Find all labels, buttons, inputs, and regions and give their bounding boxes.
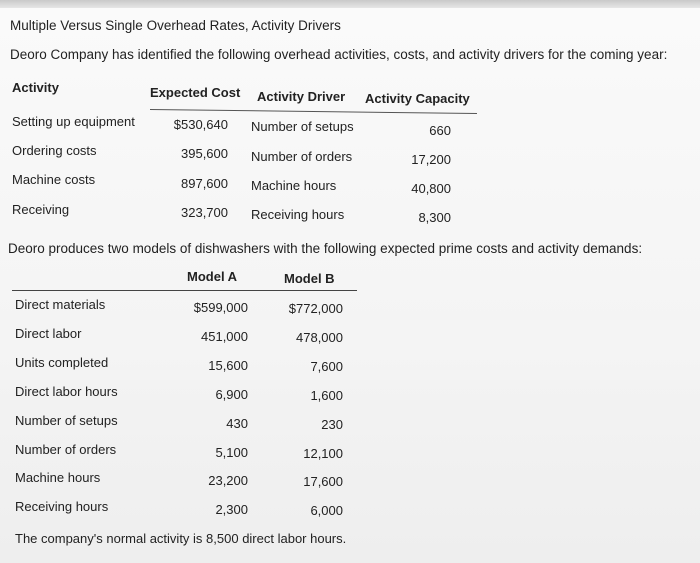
- activity-row-4-driver: Receiving hours: [251, 207, 345, 222]
- model-row-4-b: 1,600: [310, 388, 343, 403]
- model-row-8-b: 6,000: [310, 503, 343, 518]
- model-row-7-label: Machine hours: [15, 470, 101, 485]
- model-row-4-a: 6,900: [215, 387, 248, 402]
- activity-row-4-capacity: 8,300: [418, 210, 451, 225]
- model-row-6-b: 12,100: [303, 446, 343, 461]
- activity-row-1-cost: $530,640: [173, 117, 228, 132]
- model-row-1-label: Direct materials: [15, 297, 106, 312]
- model-row-4-label: Direct labor hours: [15, 384, 118, 399]
- top-edge: [0, 0, 700, 8]
- model-row-6-label: Number of orders: [15, 442, 117, 457]
- model-row-5-a: 430: [226, 416, 248, 431]
- models-intro-text: Deoro produces two models of dishwashers with the following expected prime costs and activity demands:: [8, 241, 643, 256]
- model-row-8-label: Receiving hours: [15, 499, 109, 514]
- normal-activity-note: The company's normal activity is 8,500 direct labor hours.: [15, 531, 347, 546]
- activity-row-2-cost: 395,600: [181, 146, 228, 161]
- model-row-1-a: $599,000: [193, 300, 248, 315]
- activity-row-2-capacity: 17,200: [411, 152, 451, 167]
- model-row-8-a: 2,300: [215, 502, 248, 517]
- activity-row-1-label: Setting up equipment: [12, 114, 135, 129]
- model-row-3-label: Units completed: [15, 355, 109, 370]
- header-model-a: Model A: [187, 269, 238, 284]
- activity-row-3-label: Machine costs: [12, 172, 96, 187]
- model-row-5-label: Number of setups: [15, 413, 118, 428]
- activity-row-2-driver: Number of orders: [251, 149, 353, 164]
- activity-row-3-driver: Machine hours: [251, 178, 337, 193]
- header-expected-cost: Expected Cost: [150, 85, 241, 100]
- model-row-1-b: $772,000: [288, 301, 343, 316]
- model-row-3-b: 7,600: [310, 359, 343, 374]
- model-row-3-a: 15,600: [208, 358, 248, 373]
- activity-row-1-driver: Number of setups: [251, 119, 354, 134]
- header-activity-capacity: Activity Capacity: [365, 91, 470, 106]
- document-page: [0, 8, 700, 563]
- models-header-rule: [12, 290, 357, 291]
- activity-row-3-capacity: 40,800: [411, 181, 451, 196]
- activity-row-4-cost: 323,700: [181, 205, 228, 220]
- header-model-b: Model B: [284, 271, 335, 286]
- model-row-6-a: 5,100: [215, 445, 248, 460]
- model-row-2-label: Direct labor: [15, 326, 82, 341]
- activity-row-2-label: Ordering costs: [12, 143, 97, 158]
- activity-row-1-capacity: 660: [429, 123, 451, 138]
- intro-text: Deoro Company has identified the following overhead activities, costs, and activity drivers for the coming year:: [10, 47, 668, 62]
- model-row-7-a: 23,200: [208, 473, 248, 488]
- page-title: Multiple Versus Single Overhead Rates, Activity Drivers: [10, 18, 341, 33]
- activity-row-3-cost: 897,600: [181, 176, 228, 191]
- activity-row-4-label: Receiving: [12, 202, 70, 217]
- header-activity: Activity: [12, 80, 59, 95]
- model-row-2-a: 451,000: [201, 329, 248, 344]
- model-row-7-b: 17,600: [303, 474, 343, 489]
- model-row-5-b: 230: [321, 417, 343, 432]
- model-row-2-b: 478,000: [296, 330, 343, 345]
- header-activity-driver: Activity Driver: [257, 89, 346, 104]
